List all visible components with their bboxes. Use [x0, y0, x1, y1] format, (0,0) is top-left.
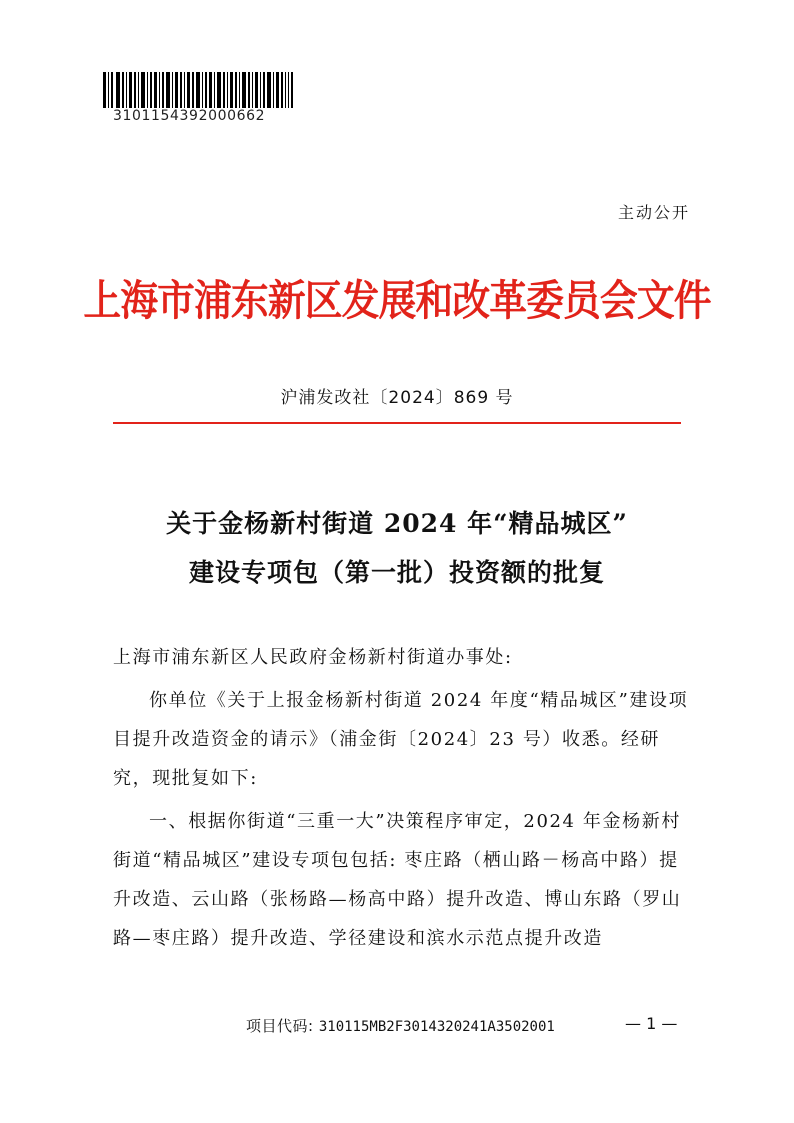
agency-title: 上海市浦东新区发展和改革委员会文件	[83, 276, 711, 325]
disclosure-label: 主动公开	[617, 203, 690, 222]
document-number: 沪浦发改社〔2024〕869 号	[280, 388, 514, 408]
page-number: — 1 —	[625, 1014, 678, 1033]
barcode-number: 3101154392000662	[113, 108, 266, 124]
barcode	[103, 72, 293, 108]
document-title-line-2: 建设专项包（第一批）投资额的批复	[188, 558, 605, 587]
paragraph-1: 你单位《关于上报金杨新村街道 2024 年度“精品城区”建设项目提升改造资金的请示》（浦金街〔2024〕23 号）收悉。经研究，现批复如下:	[113, 690, 689, 789]
document-title-line-1: 关于金杨新村街道 2024 年“精品城区”	[166, 509, 628, 538]
project-code-label: 项目代码:	[246, 1017, 314, 1035]
project-code	[246, 1015, 555, 1036]
salutation: 上海市浦东新区人民政府金杨新村街道办事处:	[113, 647, 513, 668]
paragraph-2: 一、根据你街道“三重一大”决策程序审定，2024 年金杨新村街道“精品城区”建设专项包包括: 枣庄路（栖山路－杨高中路）提升改造、云山路（张杨路—杨高中路）提升改造、博山东路（罗山路—枣庄路）提升改造、学径建设和滨水示范点提升改造	[113, 811, 682, 949]
project-code-value: 310115MB2F3014320241A3502001	[318, 1019, 555, 1035]
red-divider	[113, 422, 681, 424]
